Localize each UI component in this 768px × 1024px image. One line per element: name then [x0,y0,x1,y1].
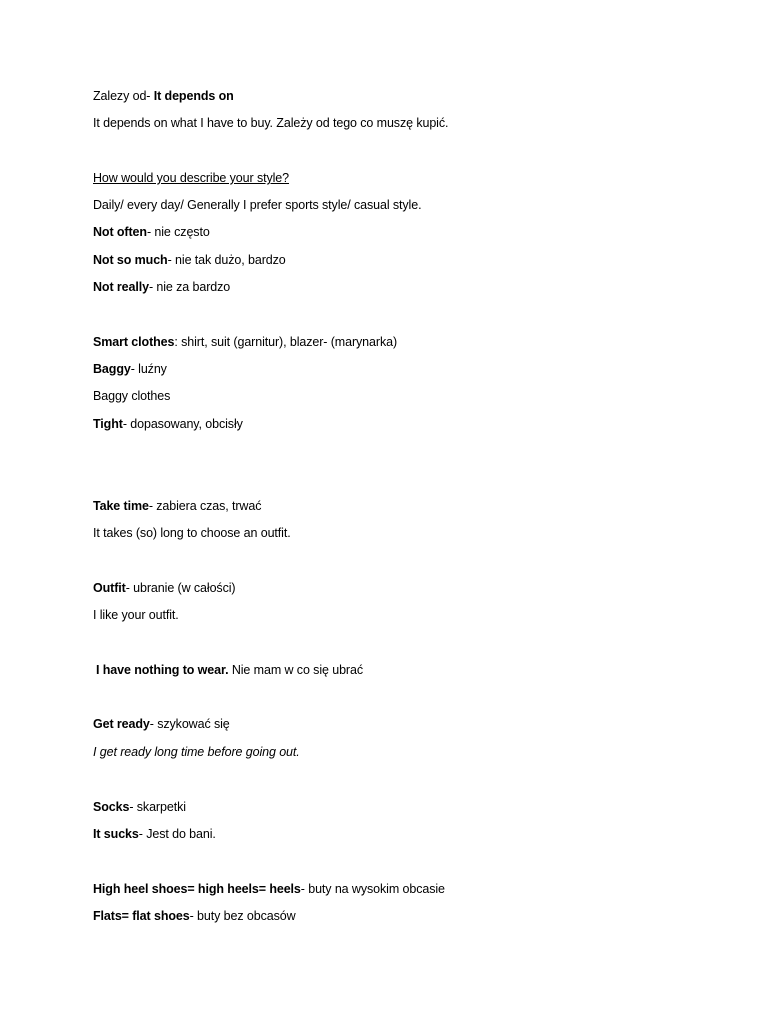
line-term: Outfit [93,581,126,595]
line-term: Baggy [93,362,131,376]
line-daily-style [93,197,421,213]
line-get-ready-example [93,744,300,760]
line-text: Daily/ every day/ Generally I prefer sports style/ casual style. [93,198,422,212]
line-definition: - szykować się [149,717,230,731]
line-term: Socks [93,800,130,814]
line-term: It sucks [93,827,139,841]
line-zalezy-od [93,88,234,104]
line-nothing-to-wear [96,662,363,678]
line-definition: - zabiera czas, trwać [148,499,262,513]
line-text: How would you describe your style? [93,171,290,185]
line-tight [93,416,243,432]
line-term: Not often [93,225,147,239]
line-socks [93,799,186,815]
line-text: I like your outfit. [93,608,179,622]
line-term: Not really [93,280,149,294]
line-definition: - buty bez obcasów [189,909,296,923]
line-definition: : shirt, suit (garnitur), blazer- (marynarka) [174,335,398,349]
line-term: Not so much [93,253,168,267]
line-baggy-clothes [93,388,170,404]
line-definition: - dopasowany, obcisły [122,417,243,431]
line-term: High heel shoes= high heels= heels [93,882,301,896]
line-definition: - nie często [146,225,210,239]
line-text: Zalezy od- [93,89,154,103]
line-text: Baggy clothes [93,389,171,403]
line-text: It takes (so) long to choose an outfit. [93,526,291,540]
line-term: Flats= flat shoes [93,909,190,923]
line-it-depends-example [93,115,448,131]
line-term: I have nothing to wear. [96,663,229,677]
line-definition: Nie mam w co się ubrać [228,663,364,677]
line-outfit [93,580,235,596]
line-not-really [93,279,230,295]
line-definition: - nie tak dużo, bardzo [167,253,286,267]
line-get-ready [93,716,230,732]
line-text: It depends on what I have to buy. Zależy od tego co muszę kupić. [93,116,449,130]
line-style-question [93,170,289,186]
line-definition: - Jest do bani. [138,827,216,841]
line-definition: - ubranie (w całości) [125,581,236,595]
line-term: Take time [93,499,149,513]
line-like-outfit [93,607,179,623]
line-it-takes-long [93,525,291,541]
line-term: Tight [93,417,123,431]
line-it-sucks [93,826,216,842]
line-high-heels [93,881,445,897]
line-take-time [93,498,261,514]
line-definition: - nie za bardzo [148,280,231,294]
line-term: Get ready [93,717,150,731]
line-definition: - buty na wysokim obcasie [300,882,445,896]
line-smart-clothes [93,334,397,350]
line-definition: - skarpetki [129,800,186,814]
line-text: I get ready long time before going out. [93,745,300,759]
line-not-so-much [93,252,286,268]
line-definition: - luźny [130,362,167,376]
line-term: Smart clothes [93,335,175,349]
line-not-often [93,224,210,240]
line-text: It depends on [153,89,234,103]
line-flats [93,908,296,924]
line-baggy [93,361,167,377]
